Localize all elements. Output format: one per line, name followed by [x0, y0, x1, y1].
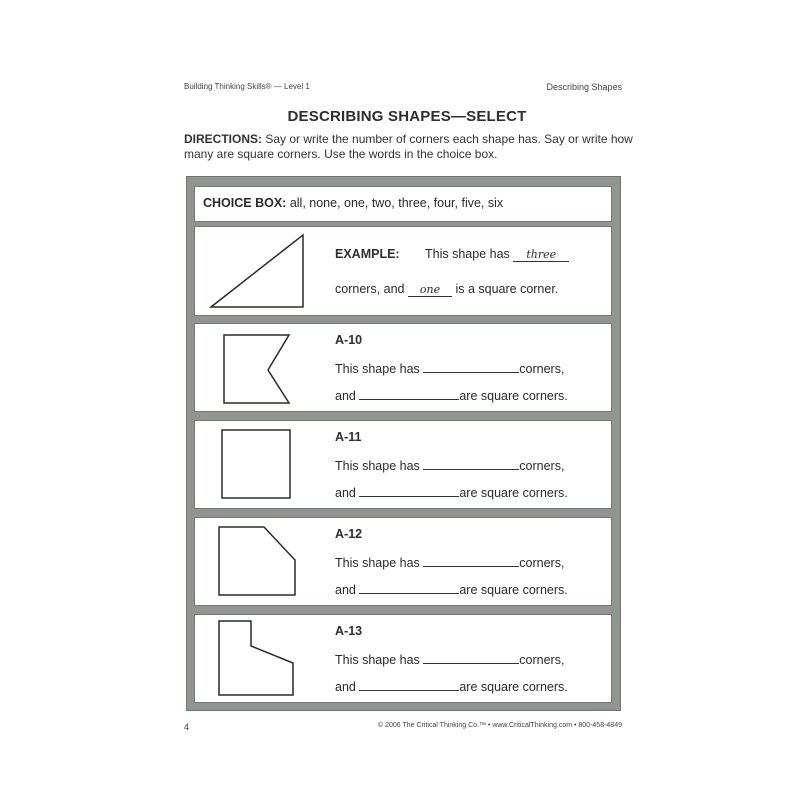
- running-header-right: Describing Shapes: [546, 82, 622, 92]
- cut-corner-pentagon-shape: [216, 524, 298, 598]
- example-line-1-prefix: This shape has: [425, 247, 510, 261]
- corners-answer-blank[interactable]: [423, 360, 519, 373]
- line-2-suffix: are square corners.: [459, 389, 568, 403]
- square-corners-answer-blank[interactable]: [359, 484, 459, 497]
- choice-box: [194, 186, 612, 222]
- copyright-footer: © 2006 The Critical Thinking Co.™ • www.CriticalThinking.com • 800-458-4849: [377, 722, 622, 729]
- example-line-2-suffix: is a square corner.: [455, 282, 559, 296]
- choice-box-content: [203, 196, 503, 210]
- line-1-suffix: corners,: [519, 653, 565, 667]
- corners-answer-blank[interactable]: [423, 457, 519, 470]
- line-1-prefix: This shape has: [335, 459, 420, 473]
- question-id: A-13: [335, 624, 363, 638]
- example-panel: [194, 226, 612, 316]
- example-line-1: [425, 247, 569, 262]
- question-line-1: [335, 554, 564, 570]
- notched-pentagon-shape: [221, 332, 297, 406]
- line-2-prefix: and: [335, 583, 356, 597]
- square-corners-answer-blank[interactable]: [359, 678, 459, 691]
- running-header-left: Building Thinking Skills® — Level 1: [184, 82, 310, 91]
- line-2-prefix: and: [335, 486, 356, 500]
- choice-box-options: all, none, one, two, three, four, five, six: [289, 196, 504, 210]
- directions-label: DIRECTIONS:: [184, 132, 262, 146]
- example-line-2-prefix: corners, and: [335, 282, 405, 296]
- question-panel-a13: [194, 614, 612, 703]
- line-2-suffix: are square corners.: [459, 583, 568, 597]
- question-id: A-12: [335, 527, 363, 541]
- square-shape: [219, 427, 293, 501]
- example-answer-1: three: [513, 248, 569, 262]
- line-2-suffix: are square corners.: [459, 680, 568, 694]
- question-line-2: [335, 581, 568, 597]
- page-number: 4: [184, 722, 190, 732]
- question-line-2: [335, 387, 568, 403]
- question-panel-a11: [194, 420, 612, 509]
- question-line-1: [335, 651, 564, 667]
- stepped-pentagon-shape: [216, 618, 296, 698]
- question-line-1: [335, 457, 564, 473]
- directions: [184, 132, 634, 162]
- question-line-2: [335, 484, 568, 500]
- line-1-suffix: corners,: [519, 556, 565, 570]
- corners-answer-blank[interactable]: [423, 554, 519, 567]
- choice-box-label: CHOICE BOX:: [203, 196, 287, 210]
- question-panel-a10: [194, 323, 612, 412]
- example-line-2: [335, 282, 558, 297]
- question-id: A-10: [335, 333, 363, 347]
- question-panel-a12: [194, 517, 612, 606]
- line-1-prefix: This shape has: [335, 556, 420, 570]
- square-corners-answer-blank[interactable]: [359, 581, 459, 594]
- directions-text: Say or write the number of corners each shape has. Say or write how many are square corners. Use the words in the choice box.: [184, 132, 633, 161]
- line-1-suffix: corners,: [519, 362, 565, 376]
- line-2-prefix: and: [335, 389, 356, 403]
- line-1-prefix: This shape has: [335, 653, 420, 667]
- corners-answer-blank[interactable]: [423, 651, 519, 664]
- question-line-2: [335, 678, 568, 694]
- square-corners-answer-blank[interactable]: [359, 387, 459, 400]
- example-label: EXAMPLE:: [335, 247, 400, 261]
- page-title: DESCRIBING SHAPES—SELECT: [287, 108, 527, 125]
- question-id: A-11: [335, 430, 362, 444]
- line-2-prefix: and: [335, 680, 356, 694]
- line-1-suffix: corners,: [519, 459, 565, 473]
- right-triangle-shape: [209, 233, 309, 311]
- question-line-1: [335, 360, 564, 376]
- example-answer-2: one: [408, 283, 452, 297]
- line-2-suffix: are square corners.: [459, 486, 568, 500]
- line-1-prefix: This shape has: [335, 362, 420, 376]
